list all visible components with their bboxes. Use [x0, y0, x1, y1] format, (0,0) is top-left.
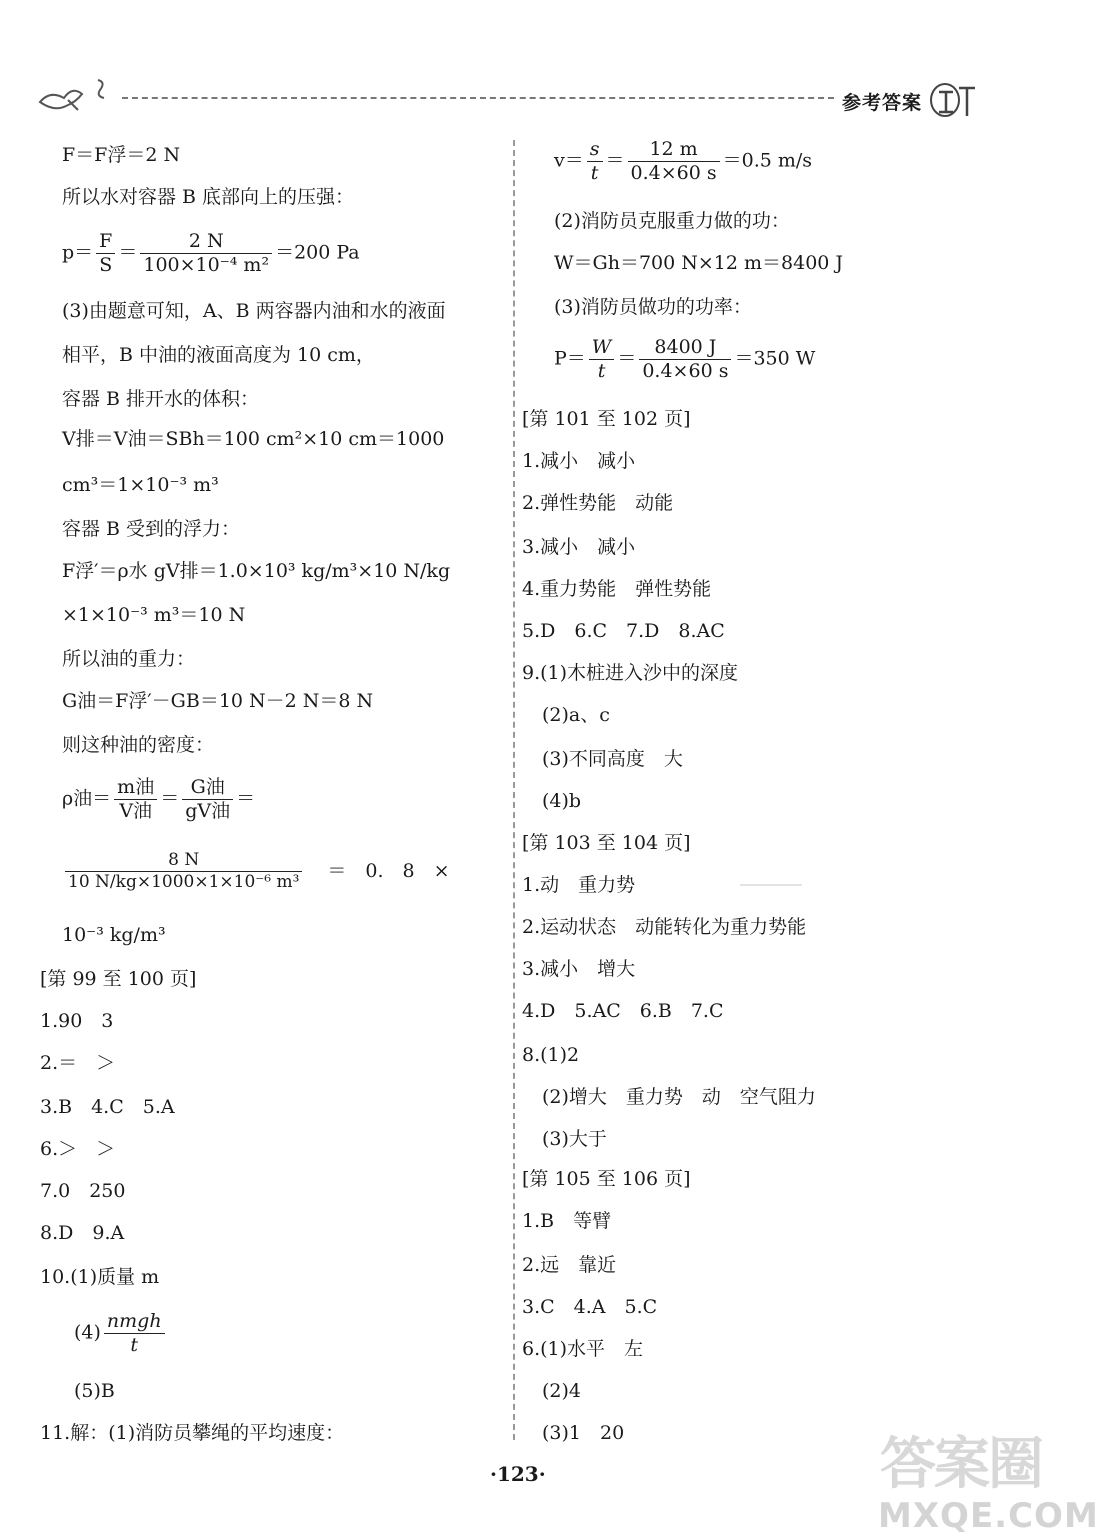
section-heading: [第 103 至 104 页] — [522, 832, 691, 854]
watermark-url: MXQE.COM — [878, 1496, 1099, 1536]
answer-line: (2)4 — [542, 1380, 582, 1402]
answer-line: 3.C 4.A 5.C — [522, 1296, 658, 1318]
fraction: $\frac{8 N}{\text{10 N/kg×1000×1×10⁻⁶ m³}}$ — [65, 852, 302, 891]
answer-line: 2.运动状态 动能转化为重力势能 — [522, 916, 807, 938]
formula-power: (4) $\frac{\text{nmgh}}{t}$ — [74, 1312, 168, 1355]
formula-power-p: P＝ $\frac{W}{t}$ ＝ $\frac{8400 J}{0.4\times 60 s}$ ＝350 W — [554, 336, 816, 382]
section-heading: [第 101 至 102 页] — [522, 408, 691, 430]
answer-line: 3.减小 减小 — [522, 536, 636, 558]
answer-line: (3)1 20 — [542, 1422, 625, 1444]
answer-line: 3.减小 增大 — [522, 958, 636, 980]
answer-line: 11.解：(1)消防员攀绳的平均速度： — [40, 1422, 345, 1444]
fraction: $\frac{W}{t}$ — [589, 338, 615, 381]
answer-line: 8.D 9.A — [40, 1222, 125, 1244]
section-heading: [第 99 至 100 页] — [40, 968, 197, 990]
answer-line: W＝Gh＝700 N×12 m＝8400 J — [554, 252, 844, 274]
answer-line: 10.(1)质量 m — [40, 1266, 160, 1288]
answer-line: 10⁻³ kg/m³ — [62, 924, 166, 946]
fraction: $\frac{s}{t}$ — [587, 140, 603, 183]
answer-line: 1.B 等臂 — [522, 1210, 612, 1232]
fraction: $\frac{\text{m油}}{\text{V油}}$ — [114, 778, 157, 821]
answer-line: F＝F浮＝2 N — [62, 144, 181, 166]
right-column — [516, 0, 1046, 1460]
answer-line: 1.90 3 — [40, 1010, 114, 1032]
scan-artifact — [740, 884, 802, 886]
answer-line: 相平，B 中油的液面高度为 10 cm， — [62, 344, 375, 366]
fraction: $\frac{\text{nmgh}}{t}$ — [104, 1312, 165, 1355]
answer-line: 9.(1)木桩进入沙中的深度 — [522, 662, 739, 684]
answer-line: (3)由题意可知，A、B 两容器内油和水的液面 — [62, 300, 446, 322]
answer-line: 6.(1)水平 左 — [522, 1338, 644, 1360]
answer-line: 8.(1)2 — [522, 1044, 580, 1066]
header-title: 参考答案 — [842, 92, 923, 114]
answer-line: G油＝F浮′－GB＝10 N－2 N＝8 N — [62, 690, 374, 712]
page-number: ·123· — [490, 1462, 546, 1486]
fraction: $\frac{12 m}{0.4\times 60 s}$ — [628, 140, 720, 183]
answer-line: F浮′＝ρ水 gV排＝1.0×10³ kg/m³×10 N/kg — [62, 560, 451, 582]
answer-line: cm³＝1×10⁻³ m³ — [62, 474, 219, 496]
answer-line: (2)增大 重力势 动 空气阻力 — [542, 1086, 816, 1108]
answer-line: 则这种油的密度： — [62, 734, 215, 756]
formula-velocity: v＝ $\frac{s}{t}$ ＝ $\frac{12 m}{0.4\times 60 s}$ ＝0.5 m/s — [554, 138, 813, 184]
answer-line: 5.D 6.C 7.D 8.AC — [522, 620, 725, 642]
answer-line: 1.动 重力势 — [522, 874, 636, 896]
formula-density: ρ油＝ $\frac{\text{m油}}{\text{V油}}$ ＝ $\frac{\text{G油}}{\text{gV油}}$ ＝ — [62, 776, 256, 822]
answer-line: 2.＝ ＞ — [40, 1052, 116, 1074]
section-heading: [第 105 至 106 页] — [522, 1168, 691, 1190]
answer-line: 3.B 4.C 5.A — [40, 1096, 175, 1118]
answer-line: (5)B — [74, 1380, 115, 1402]
answer-line: (2)消防员克服重力做的功： — [554, 210, 790, 232]
answer-line: 2.远 靠近 — [522, 1254, 617, 1276]
answer-line: (3)大于 — [542, 1128, 607, 1150]
fraction: $\frac{F}{S}$ — [96, 232, 115, 275]
column-divider — [513, 140, 515, 1440]
answer-line: 所以水对容器 B 底部向上的压强： — [62, 186, 355, 208]
answer-line: V排＝V油＝SBh＝100 cm²×10 cm＝1000 — [62, 428, 445, 450]
answer-line: 4.重力势能 弹性势能 — [522, 578, 712, 600]
formula-density-cont: $\frac{8 N}{\text{10 N/kg×1000×1×10⁻⁶ m³}}$ ＝ 0. 8 × — [62, 852, 450, 891]
fraction: $\frac{2 N}{\text{100×10⁻⁴ m²}}$ — [140, 232, 272, 275]
answer-line: 所以油的重力： — [62, 648, 196, 670]
answer-line: 4.D 5.AC 6.B 7.C — [522, 1000, 724, 1022]
watermark-logo: 答案圈 — [880, 1431, 1042, 1497]
answer-line: 容器 B 排开水的体积： — [62, 388, 260, 410]
answer-line: (4)b — [542, 790, 582, 812]
answer-line: ×1×10⁻³ m³＝10 N — [62, 604, 246, 626]
answer-line: 1.减小 减小 — [522, 450, 636, 472]
answer-line: 6.＞ ＞ — [40, 1138, 116, 1160]
answer-line: 7.0 250 — [40, 1180, 126, 1202]
answer-line: 2.弹性势能 动能 — [522, 492, 674, 514]
answer-line: (3)不同高度 大 — [542, 748, 683, 770]
fraction: $\frac{\text{G油}}{\text{gV油}}$ — [182, 778, 233, 821]
formula-pressure: p＝ $\frac{F}{S}$ ＝ $\frac{2 N}{\text{100×10⁻⁴ m²}}$ ＝200 Pa — [62, 230, 360, 276]
left-column — [0, 0, 510, 1460]
answer-line: (3)消防员做功的功率： — [554, 296, 752, 318]
answer-line: (2)a、c — [542, 704, 610, 726]
answer-line: 容器 B 受到的浮力： — [62, 518, 241, 540]
fraction: $\frac{8400 J}{0.4\times 60 s}$ — [639, 338, 731, 381]
